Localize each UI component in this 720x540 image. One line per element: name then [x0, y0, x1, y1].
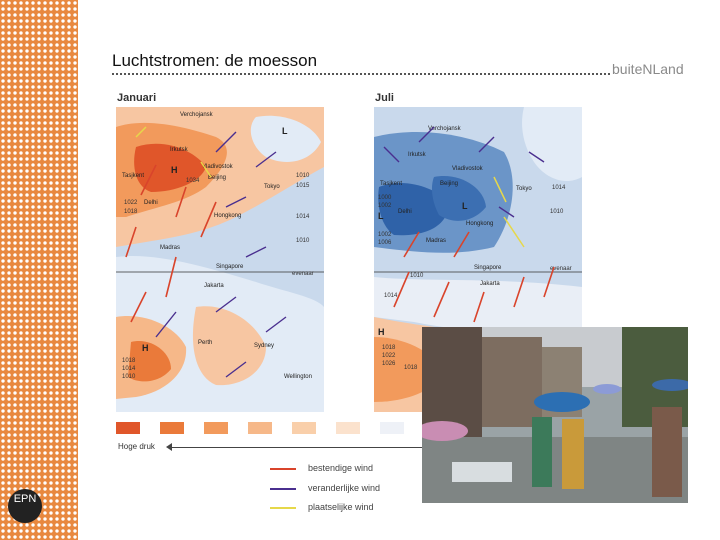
isobar-label: 1022 [382, 353, 396, 359]
legend-pressure-swatch [380, 422, 404, 434]
city-label: Hongkong [214, 213, 242, 219]
legend-pressure-axis [170, 447, 428, 448]
january-pressure-high: H [171, 165, 178, 175]
isobar-label: 1002 [378, 232, 392, 238]
isobar-label: 1018 [124, 209, 138, 215]
slide-title: Luchtstromen: de moesson [112, 51, 318, 70]
january-monsoon-map [116, 107, 324, 412]
january-pressure-low: L [282, 126, 288, 136]
isobar-label: 1015 [296, 183, 310, 189]
city-label: Irkutsk [170, 147, 188, 153]
legend-pressure-swatch [204, 422, 228, 434]
brand-logo-text: buiteNLand [612, 61, 684, 77]
city-label: Vladivostok [202, 164, 233, 170]
isobar-label: 1034 [186, 178, 200, 184]
city-label: Verchojansk [180, 112, 213, 118]
isobar-label: 1002 [378, 203, 392, 209]
isobar-label: 1010 [296, 173, 310, 179]
city-label: Singapore [474, 265, 502, 271]
title-divider [112, 73, 610, 75]
isobar-label: 1010 [122, 374, 136, 380]
city-label: Verchojansk [428, 126, 461, 132]
legend-label-local: plaatselijke wind [308, 502, 374, 512]
city-label: Singapore [216, 264, 244, 270]
isobar-label: 1010 [410, 273, 424, 279]
city-label: Jakarta [204, 283, 224, 289]
city-label: Vladivostok [452, 166, 483, 172]
isobar-label: 1010 [296, 238, 310, 244]
city-label: Perth [198, 340, 213, 346]
january-pressure-high: H [142, 343, 149, 353]
isobar-label: 1014 [122, 366, 136, 372]
legend-pressure-swatch [336, 422, 360, 434]
city-label: Beijing [208, 175, 227, 181]
equator-label: evenaar [550, 266, 572, 272]
city-label: Sydney [254, 343, 275, 349]
epn-logo: EPN [8, 489, 42, 523]
legend-high-pressure-label: Hoge druk [118, 442, 155, 451]
legend-arrow-variable [270, 488, 296, 490]
monsoon-street-photo [422, 327, 688, 503]
legend-label-variable: veranderlijke wind [308, 483, 381, 493]
city-label: Tasjkent [122, 173, 145, 179]
july-pressure-low: L [462, 201, 468, 211]
city-label: Jakarta [480, 281, 500, 287]
isobar-label: 1026 [382, 361, 396, 367]
isobar-label: 1014 [296, 214, 310, 220]
city-label: Hongkong [466, 221, 494, 227]
decorative-dot-border [0, 0, 78, 540]
isobar-label: 1014 [552, 185, 566, 191]
legend-pressure-swatch [292, 422, 316, 434]
map-label-january: Januari [117, 92, 157, 104]
city-label: Beijing [440, 181, 459, 187]
legend-pressure-swatch [116, 422, 140, 434]
equator-label: evenaar [292, 271, 314, 277]
city-label: Delhi [398, 209, 412, 215]
isobar-label: 1014 [384, 293, 398, 299]
july-pressure-low: L [378, 211, 384, 221]
isobar-label: 1018 [122, 358, 136, 364]
legend-arrow-local [270, 507, 296, 509]
isobar-label: 1018 [382, 345, 396, 351]
city-label: Madras [426, 238, 447, 244]
legend-arrow-steady [270, 468, 296, 470]
legend-pressure-swatch [160, 422, 184, 434]
city-label: Wellington [284, 374, 312, 380]
july-pressure-high: H [378, 327, 385, 337]
arrow-left-icon [166, 443, 172, 451]
city-label: Tokyo [516, 186, 532, 192]
isobar-label: 1018 [404, 365, 418, 371]
isobar-label: 1010 [550, 209, 564, 215]
legend-pressure-swatch [248, 422, 272, 434]
city-label: Tasjkent [380, 181, 403, 187]
isobar-label: 1006 [378, 240, 392, 246]
city-label: Madras [160, 245, 181, 251]
map-label-july: Juli [375, 92, 394, 104]
city-label: Irkutsk [408, 152, 426, 158]
legend-label-steady: bestendige wind [308, 463, 374, 473]
isobar-label: 1000 [378, 195, 392, 201]
city-label: Delhi [144, 200, 158, 206]
isobar-label: 1022 [124, 200, 138, 206]
city-label: Tokyo [264, 184, 280, 190]
